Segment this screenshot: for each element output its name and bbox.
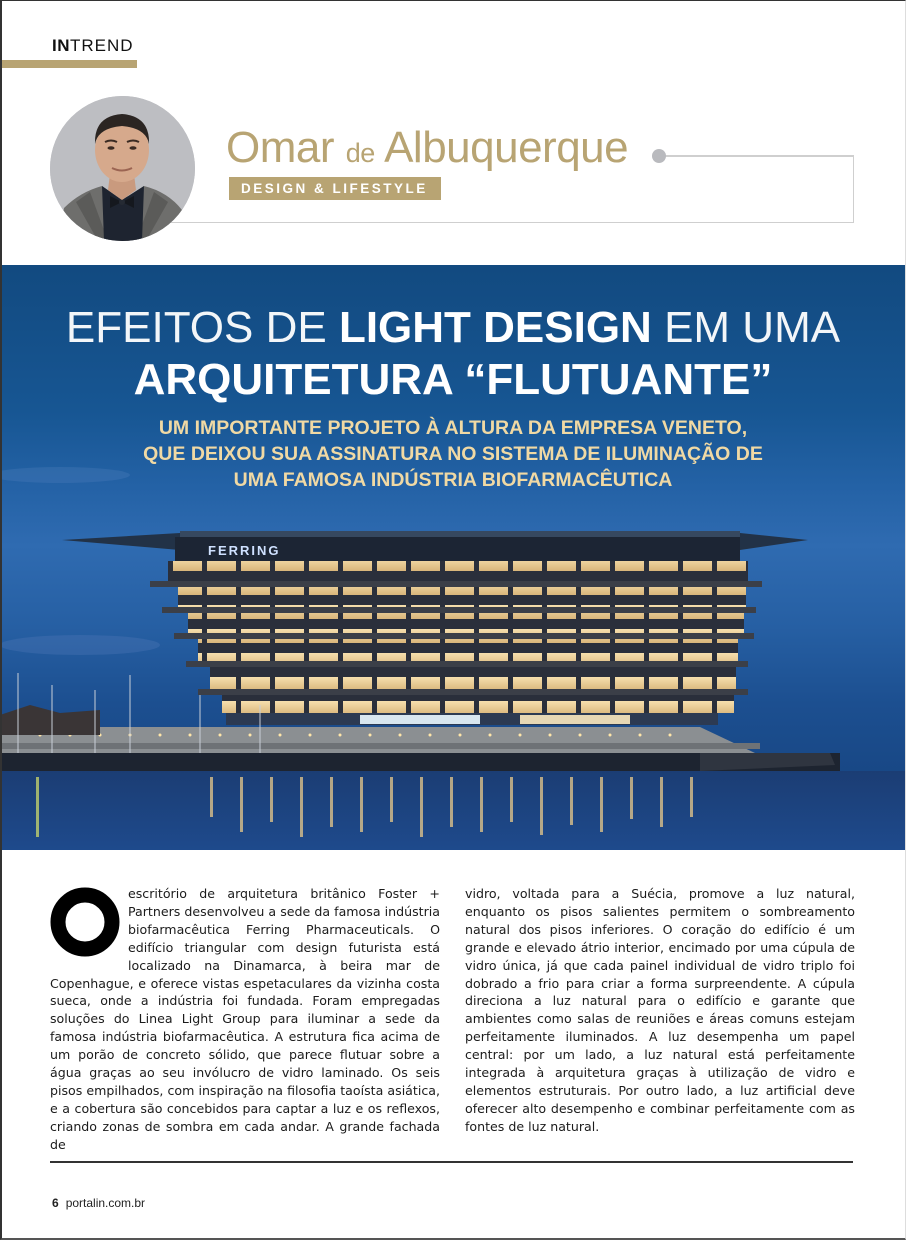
hero-title-line-1 bbox=[0, 303, 906, 353]
author-portrait-icon bbox=[50, 96, 195, 241]
article-column-left bbox=[50, 885, 440, 1154]
article-left-text: escritório de arquitetura britânico Foster + Partners desenvolveu a sede da famosa indústria biofarmacêutica Ferring Pharmaceuticals. O edifício triangular com design futurista está localizado na Dinamarca, à beira mar de Copenhague, e oferece vistas espetaculares da vizinha costa sueca, onde a indústria foi fundada. Foram empregadas soluções do Linea Light Group para iluminar a sede da famosa indústria biofarmacêutica. A estrutura fica acima de um porão de concreto sólido, que parece flutuar sobre a água graças ao seu invólucro de vidro laminado. Os seis pisos empilhados, com inspiração na filosofia taoísta asiática, e a cobertura são concebidos para captar a luz e os reflexos, criando zonas de sombra em cada andar. A grande fachada de bbox=[50, 886, 440, 1152]
dropcap-o-icon bbox=[50, 887, 120, 957]
hero-subtitle-line: UM IMPORTANTE PROJETO À ALTURA DA EMPRESA VENETO, bbox=[158, 417, 748, 439]
hero-subtitle bbox=[0, 415, 906, 493]
hero-title-thin-b: EM UMA bbox=[651, 303, 841, 352]
section-tag-bold: IN bbox=[52, 36, 70, 55]
hero-title-thin-a: EFEITOS DE bbox=[65, 303, 339, 352]
hero-subtitle-line: UMA FAMOSA INDÚSTRIA BIOFARMACÊUTICA bbox=[233, 469, 673, 491]
author-frame-dot bbox=[652, 149, 666, 163]
hero-subtitle-line: QUE DEIXOU SUA ASSINATURA NO SISTEMA DE ILUMINAÇÃO DE bbox=[143, 443, 763, 465]
author-avatar bbox=[50, 96, 195, 241]
author-frame-top-line bbox=[665, 155, 854, 157]
hero-title-bold: LIGHT DESIGN bbox=[338, 303, 652, 352]
section-tag bbox=[52, 36, 134, 56]
hero-section bbox=[0, 265, 906, 850]
footer-rule bbox=[50, 1161, 853, 1163]
page-number: 6 bbox=[52, 1196, 59, 1210]
building-sign: FERRING bbox=[208, 543, 281, 558]
hero-title-line-2: ARQUITETURA “FLUTUANTE” bbox=[133, 355, 773, 404]
author-name-particle: de bbox=[345, 138, 375, 168]
author-last-name: Albuquerque bbox=[384, 123, 629, 172]
author-first-name: Omar bbox=[226, 123, 334, 172]
footer-site-link[interactable]: portalin.com.br bbox=[65, 1196, 146, 1210]
article-column-right: vidro, voltada para a Suécia, promove a luz natural, enquanto os pisos salientes permitem o sombreamento natural dos pisos inferiores. O coração do edifício é um grande e elevado átrio interior, encimado por uma cúpula de vidro única, já que cada painel individual de vidro triplo foi dobrado a frio para criar a forma surpreendente. A cúpula direciona a luz natural para o edifício e garante que ambientes como salas de reuniões e áreas comuns estejam perfeitamente iluminados. A luz desempenha um papel central: por um lado, a luz natural está perfeitamente integrada à arquitetura graças à utilização de vidro e elementos estruturais. Por outro lado, a luz artificial deve oferecer alto desempenho e combinar perfeitamente com as fontes de luz natural. bbox=[465, 886, 855, 1134]
author-name bbox=[226, 123, 629, 172]
section-accent-bar bbox=[0, 60, 137, 68]
page-footer bbox=[52, 1196, 145, 1210]
column-badge: DESIGN & LIFESTYLE bbox=[229, 177, 441, 200]
section-tag-light: TREND bbox=[70, 36, 134, 55]
